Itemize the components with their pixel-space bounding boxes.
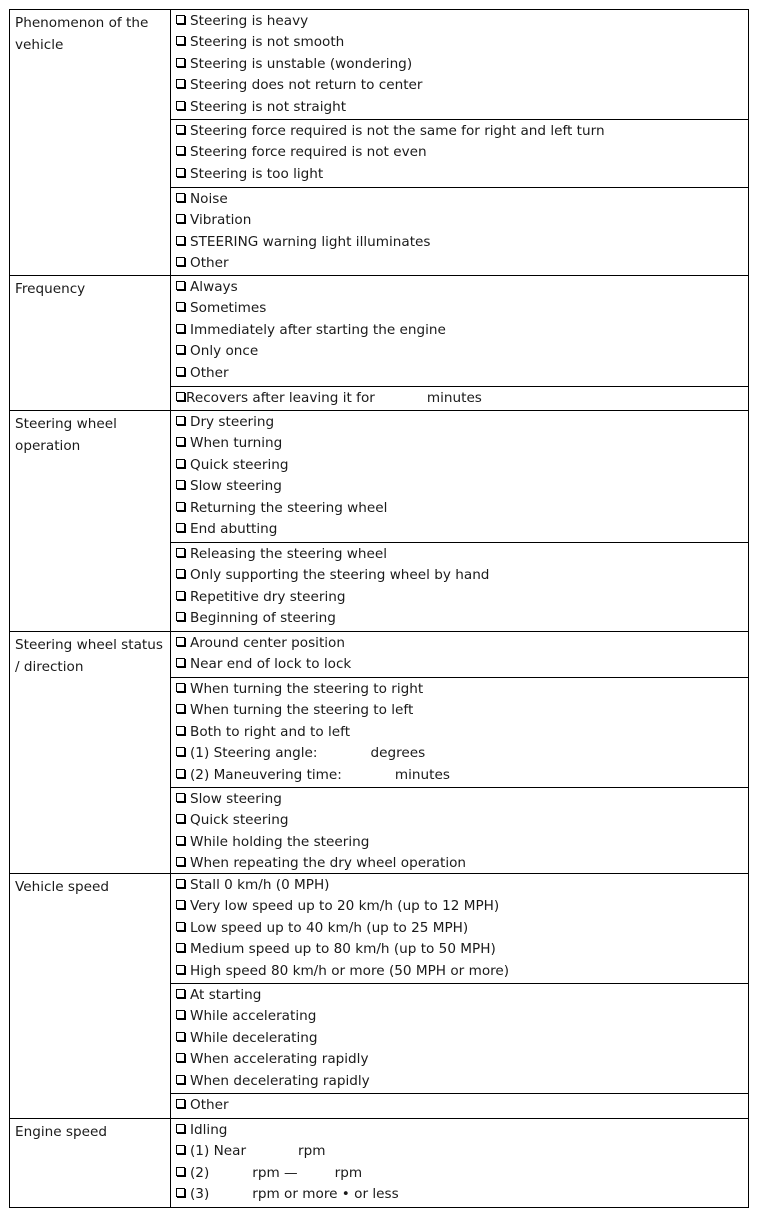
check-item[interactable]: Beginning of steering xyxy=(176,608,748,629)
group-speed-2 xyxy=(171,984,748,1094)
group-engine xyxy=(171,1119,748,1207)
check-item[interactable]: Sometimes xyxy=(176,298,748,319)
checkbox[interactable] xyxy=(176,965,185,974)
category-steering-operation: Steering wheel operation xyxy=(10,411,171,632)
check-item[interactable]: Steering force required is not the same for right and left turn xyxy=(176,121,748,142)
check-item-maneuvering-time[interactable]: (2) Maneuvering time: minutes xyxy=(176,765,748,786)
check-item[interactable]: Idling xyxy=(176,1120,748,1141)
checkbox[interactable] xyxy=(176,324,185,333)
checkbox[interactable] xyxy=(176,1032,185,1041)
check-item[interactable]: When turning the steering to right xyxy=(176,679,748,700)
checkbox[interactable] xyxy=(176,125,185,134)
checkbox[interactable] xyxy=(176,726,185,735)
checkbox[interactable] xyxy=(176,1099,185,1108)
check-item[interactable]: When turning xyxy=(176,433,748,454)
checkbox[interactable] xyxy=(176,214,185,223)
check-item[interactable]: Stall 0 km/h (0 MPH) xyxy=(176,875,748,896)
check-item[interactable]: Returning the steering wheel xyxy=(176,498,748,519)
check-item[interactable]: At starting xyxy=(176,985,748,1006)
check-item[interactable]: While holding the steering xyxy=(176,832,748,853)
checkbox[interactable] xyxy=(176,58,185,67)
checkbox[interactable] xyxy=(176,637,185,646)
check-item[interactable]: Other xyxy=(176,253,748,274)
check-item[interactable]: Vibration xyxy=(176,210,748,231)
checkbox[interactable] xyxy=(176,612,185,621)
check-item[interactable]: Steering is heavy xyxy=(176,11,748,32)
checkbox[interactable] xyxy=(176,1145,185,1154)
check-item[interactable]: Dry steering xyxy=(176,412,748,433)
checkbox[interactable] xyxy=(176,704,185,713)
group-status-3 xyxy=(171,788,748,874)
checkbox[interactable] xyxy=(176,658,185,667)
checkbox[interactable] xyxy=(176,922,185,931)
category-engine-speed: Engine speed xyxy=(10,1119,171,1207)
checkbox[interactable] xyxy=(176,836,185,845)
checkbox[interactable] xyxy=(176,769,185,778)
checkbox[interactable] xyxy=(176,345,185,354)
checkbox[interactable] xyxy=(176,1010,185,1019)
checkbox[interactable] xyxy=(176,437,185,446)
group-status-2 xyxy=(171,678,748,788)
category-vehicle-speed: Vehicle speed xyxy=(10,874,171,1119)
checkbox[interactable] xyxy=(176,392,185,401)
checkbox[interactable] xyxy=(176,281,185,290)
category-phenomenon: Phenomenon of the vehicle xyxy=(10,10,171,276)
check-item-steering-angle[interactable]: (1) Steering angle: degrees xyxy=(176,743,748,764)
check-item[interactable]: Quick steering xyxy=(176,810,748,831)
check-item[interactable]: While accelerating xyxy=(176,1006,748,1027)
check-item[interactable]: Near end of lock to lock xyxy=(176,654,748,675)
group-operation-1 xyxy=(171,411,748,543)
checkbox[interactable] xyxy=(176,146,185,155)
check-item[interactable]: Very low speed up to 20 km/h (up to 12 MPH) xyxy=(176,896,748,917)
check-item[interactable]: Other xyxy=(176,1095,748,1116)
group-phenomenon-2 xyxy=(171,120,748,188)
check-item[interactable]: Medium speed up to 80 km/h (up to 50 MPH) xyxy=(176,939,748,960)
check-item[interactable]: Low speed up to 40 km/h (up to 25 MPH) xyxy=(176,918,748,939)
check-item[interactable]: While decelerating xyxy=(176,1028,748,1049)
group-speed-1 xyxy=(171,874,748,984)
check-item[interactable]: When turning the steering to left xyxy=(176,700,748,721)
check-item[interactable]: Repetitive dry steering xyxy=(176,587,748,608)
category-frequency: Frequency xyxy=(10,276,171,411)
checkbox[interactable] xyxy=(176,302,185,311)
checkbox[interactable] xyxy=(176,793,185,802)
check-item-rpm-range[interactable]: (2) rpm — rpm xyxy=(176,1163,748,1184)
check-item[interactable]: Releasing the steering wheel xyxy=(176,544,748,565)
checkbox[interactable] xyxy=(176,79,185,88)
checkbox[interactable] xyxy=(176,1167,185,1176)
checkbox[interactable] xyxy=(176,900,185,909)
check-item[interactable]: Noise xyxy=(176,189,748,210)
checkbox[interactable] xyxy=(176,879,185,888)
check-item[interactable]: End abutting xyxy=(176,519,748,540)
check-item[interactable]: Only once xyxy=(176,341,748,362)
checkbox[interactable] xyxy=(176,480,185,489)
check-item[interactable]: Other xyxy=(176,363,748,384)
group-speed-3 xyxy=(171,1094,748,1119)
checkbox[interactable] xyxy=(176,943,185,952)
checkbox[interactable] xyxy=(176,15,185,24)
checkbox[interactable] xyxy=(176,416,185,425)
check-item[interactable]: Steering is too light xyxy=(176,164,748,185)
checkbox[interactable] xyxy=(176,1124,185,1133)
checkbox[interactable] xyxy=(176,459,185,468)
check-item[interactable]: Both to right and to left xyxy=(176,722,748,743)
checkbox[interactable] xyxy=(176,1188,185,1197)
checkbox[interactable] xyxy=(176,989,185,998)
checkbox[interactable] xyxy=(176,591,185,600)
check-item[interactable]: Quick steering xyxy=(176,455,748,476)
checkbox[interactable] xyxy=(176,257,185,266)
checkbox[interactable] xyxy=(176,1053,185,1062)
check-item[interactable]: When repeating the dry wheel operation xyxy=(176,853,748,874)
check-item[interactable]: When decelerating rapidly xyxy=(176,1071,748,1092)
checkbox[interactable] xyxy=(176,857,185,866)
check-item[interactable]: STEERING warning light illuminates xyxy=(176,232,748,253)
checkbox[interactable] xyxy=(176,367,185,376)
checkbox[interactable] xyxy=(176,523,185,532)
group-operation-2 xyxy=(171,543,748,632)
check-item[interactable]: Slow steering xyxy=(176,789,748,810)
group-frequency xyxy=(171,276,748,387)
check-item[interactable]: Slow steering xyxy=(176,476,748,497)
check-item[interactable]: Steering is not straight xyxy=(176,97,748,118)
checkbox[interactable] xyxy=(176,548,185,557)
checkbox[interactable] xyxy=(176,683,185,692)
check-item-near-rpm[interactable]: (1) Near rpm xyxy=(176,1141,748,1162)
checkbox[interactable] xyxy=(176,814,185,823)
checkbox[interactable] xyxy=(176,1075,185,1084)
checkbox[interactable] xyxy=(176,747,185,756)
checkbox[interactable] xyxy=(176,168,185,177)
checkbox[interactable] xyxy=(176,101,185,110)
checkbox[interactable] xyxy=(176,569,185,578)
check-item[interactable]: Always xyxy=(176,277,748,298)
checkbox[interactable] xyxy=(176,36,185,45)
check-item-recover[interactable]: Recovers after leaving it for minutes xyxy=(176,388,748,409)
check-item[interactable]: Immediately after starting the engine xyxy=(176,320,748,341)
group-recover xyxy=(171,387,748,411)
group-phenomenon-1 xyxy=(171,10,748,120)
check-item[interactable]: When accelerating rapidly xyxy=(176,1049,748,1070)
check-item[interactable]: Steering does not return to center xyxy=(176,75,748,96)
check-item[interactable]: Only supporting the steering wheel by hand xyxy=(176,565,748,586)
check-item[interactable]: Around center position xyxy=(176,633,748,654)
check-item[interactable]: Steering force required is not even xyxy=(176,142,748,163)
category-steering-status: Steering wheel status / direction xyxy=(10,632,171,874)
check-item[interactable]: Steering is not smooth xyxy=(176,32,748,53)
group-phenomenon-3 xyxy=(171,188,748,276)
group-status-1 xyxy=(171,632,748,678)
checkbox[interactable] xyxy=(176,502,185,511)
checklist-table xyxy=(9,9,749,1208)
check-item[interactable]: High speed 80 km/h or more (50 MPH or more) xyxy=(176,961,748,982)
checkbox[interactable] xyxy=(176,193,185,202)
checkbox[interactable] xyxy=(176,236,185,245)
check-item-rpm-threshold[interactable]: (3) rpm or more • or less xyxy=(176,1184,748,1205)
check-item[interactable]: Steering is unstable (wondering) xyxy=(176,54,748,75)
